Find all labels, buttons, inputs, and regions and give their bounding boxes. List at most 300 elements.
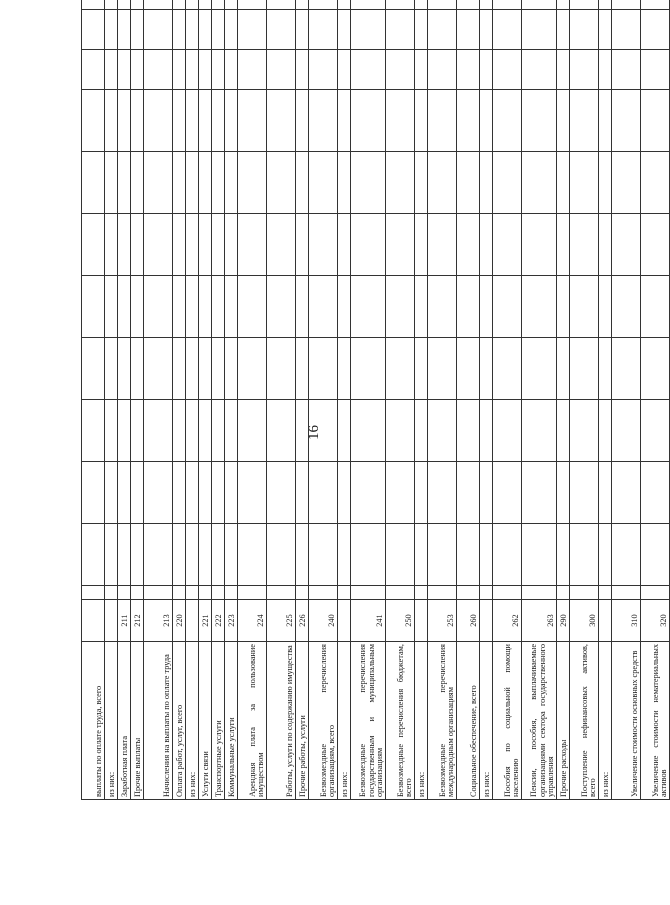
value-cell (82, 462, 105, 524)
table-row (212, 0, 225, 800)
table-row (338, 0, 351, 800)
value-cell (570, 338, 599, 400)
value-cell (238, 586, 267, 600)
value-cell (612, 400, 641, 462)
row-name-cell: Безвозмездные перечисления государственным и муниципальным организациям (351, 642, 386, 800)
row-name-cell: Увеличение стоимости основных средств (612, 642, 641, 800)
table-row (267, 0, 296, 800)
row-name-cell: Прочие расходы (557, 642, 570, 800)
value-cell (641, 276, 670, 338)
value-cell (131, 400, 144, 462)
value-cell (296, 50, 309, 90)
row-code-cell: 263 (522, 600, 557, 642)
value-cell (267, 400, 296, 462)
table-row (457, 0, 480, 800)
value-cell (118, 462, 131, 524)
value-cell (267, 10, 296, 50)
row-name-cell: Безвозмездные перечисления бюджетам, всего (386, 642, 415, 800)
value-cell (212, 214, 225, 276)
value-cell (212, 90, 225, 152)
value-cell (457, 524, 480, 586)
row-name-cell: Работы, услуги по содержанию имущества (267, 642, 296, 800)
value-cell (493, 338, 522, 400)
value-cell (309, 462, 338, 524)
row-name-cell: из них: (105, 642, 118, 800)
table-row (131, 0, 144, 800)
value-cell (641, 50, 670, 90)
row-code-cell: 253 (428, 600, 457, 642)
table-row (296, 0, 309, 800)
value-cell (493, 152, 522, 214)
row-name-cell: из них: (480, 642, 493, 800)
value-cell (338, 462, 351, 524)
value-cell (428, 90, 457, 152)
value-cell (480, 0, 493, 10)
value-cell (144, 524, 173, 586)
row-code-cell: 320 (641, 600, 670, 642)
value-cell (212, 524, 225, 586)
value-cell (225, 338, 238, 400)
value-cell (118, 524, 131, 586)
value-cell (480, 90, 493, 152)
value-cell (612, 152, 641, 214)
value-cell (415, 152, 428, 214)
value-cell (599, 50, 612, 90)
value-cell (570, 400, 599, 462)
value-cell (522, 152, 557, 214)
value-cell (105, 400, 118, 462)
value-cell (599, 90, 612, 152)
value-cell (522, 50, 557, 90)
value-cell (599, 10, 612, 50)
value-cell (267, 50, 296, 90)
value-cell (225, 50, 238, 90)
row-code-cell: 223 (225, 600, 238, 642)
value-cell (480, 10, 493, 50)
value-cell (641, 214, 670, 276)
value-cell (599, 586, 612, 600)
table-row (82, 0, 105, 800)
value-cell (131, 276, 144, 338)
value-cell (186, 90, 199, 152)
value-cell (480, 524, 493, 586)
value-cell (599, 214, 612, 276)
value-cell (267, 90, 296, 152)
value-cell (105, 524, 118, 586)
value-cell (131, 338, 144, 400)
value-cell (199, 50, 212, 90)
value-cell (173, 276, 186, 338)
value-cell (238, 0, 267, 10)
value-cell (131, 524, 144, 586)
value-cell (351, 0, 386, 10)
value-cell (267, 338, 296, 400)
value-cell (309, 152, 338, 214)
value-cell (82, 586, 105, 600)
value-cell (186, 524, 199, 586)
value-cell (557, 524, 570, 586)
value-cell (186, 214, 199, 276)
value-cell (493, 0, 522, 10)
value-cell (186, 338, 199, 400)
row-code-cell (105, 600, 118, 642)
value-cell (493, 586, 522, 600)
value-cell (309, 276, 338, 338)
value-cell (338, 276, 351, 338)
value-cell (105, 586, 118, 600)
value-cell (173, 338, 186, 400)
value-cell (493, 214, 522, 276)
value-cell (238, 462, 267, 524)
table-row (428, 0, 457, 800)
value-cell (267, 152, 296, 214)
value-cell (480, 214, 493, 276)
value-cell (641, 10, 670, 50)
value-cell (131, 586, 144, 600)
table-row (238, 0, 267, 800)
value-cell (522, 90, 557, 152)
value-cell (225, 524, 238, 586)
value-cell (199, 276, 212, 338)
value-cell (144, 462, 173, 524)
row-code-cell: 290 (557, 600, 570, 642)
table-row (480, 0, 493, 800)
value-cell (238, 276, 267, 338)
value-cell (212, 400, 225, 462)
table-row (415, 0, 428, 800)
value-cell (338, 50, 351, 90)
row-code-cell: 224 (238, 600, 267, 642)
value-cell (415, 0, 428, 10)
value-cell (105, 50, 118, 90)
value-cell (493, 276, 522, 338)
value-cell (144, 400, 173, 462)
value-cell (641, 90, 670, 152)
value-cell (522, 214, 557, 276)
row-name-cell: Пособия по социальной помощи населению (493, 642, 522, 800)
value-cell (415, 586, 428, 600)
value-cell (612, 276, 641, 338)
value-cell (238, 10, 267, 50)
value-cell (173, 90, 186, 152)
value-cell (173, 50, 186, 90)
value-cell (173, 10, 186, 50)
value-cell (144, 90, 173, 152)
value-cell (599, 338, 612, 400)
value-cell (557, 0, 570, 10)
row-code-cell: 260 (457, 600, 480, 642)
value-cell (225, 462, 238, 524)
table-row (105, 0, 118, 800)
value-cell (480, 462, 493, 524)
value-cell (118, 586, 131, 600)
value-cell (557, 586, 570, 600)
value-cell (199, 214, 212, 276)
row-name-cell: из них: (186, 642, 199, 800)
value-cell (612, 586, 641, 600)
value-cell (82, 50, 105, 90)
value-cell (296, 462, 309, 524)
value-cell (338, 400, 351, 462)
value-cell (212, 152, 225, 214)
row-code-cell: 262 (493, 600, 522, 642)
value-cell (131, 0, 144, 10)
value-cell (238, 152, 267, 214)
value-cell (105, 90, 118, 152)
value-cell (570, 0, 599, 10)
value-cell (82, 338, 105, 400)
value-cell (641, 338, 670, 400)
value-cell (457, 338, 480, 400)
row-name-cell: выплаты по оплате труда, всего (82, 642, 105, 800)
value-cell (599, 152, 612, 214)
value-cell (144, 338, 173, 400)
value-cell (612, 90, 641, 152)
value-cell (173, 462, 186, 524)
value-cell (173, 0, 186, 10)
value-cell (186, 0, 199, 10)
value-cell (457, 400, 480, 462)
value-cell (612, 462, 641, 524)
value-cell (599, 462, 612, 524)
value-cell (144, 152, 173, 214)
value-cell (338, 152, 351, 214)
row-code-cell: 220 (173, 600, 186, 642)
value-cell (415, 10, 428, 50)
value-cell (238, 338, 267, 400)
value-cell (212, 50, 225, 90)
value-cell (522, 524, 557, 586)
row-name-cell: Безвозмездные перечисления организациям, всего (309, 642, 338, 800)
value-cell (457, 214, 480, 276)
value-cell (570, 276, 599, 338)
row-code-cell: 213 (144, 600, 173, 642)
value-cell (351, 10, 386, 50)
row-code-cell: 240 (309, 600, 338, 642)
row-code-cell: 250 (386, 600, 415, 642)
value-cell (480, 50, 493, 90)
value-cell (338, 214, 351, 276)
value-cell (386, 214, 415, 276)
value-cell (212, 276, 225, 338)
table-body (82, 0, 670, 800)
value-cell (296, 90, 309, 152)
value-cell (612, 0, 641, 10)
table-row (612, 0, 641, 800)
value-cell (522, 338, 557, 400)
value-cell (415, 462, 428, 524)
value-cell (493, 90, 522, 152)
value-cell (351, 462, 386, 524)
value-cell (296, 338, 309, 400)
value-cell (118, 0, 131, 10)
table-row (225, 0, 238, 800)
value-cell (82, 524, 105, 586)
value-cell (296, 524, 309, 586)
page-number: 16 (306, 425, 322, 440)
value-cell (131, 50, 144, 90)
value-cell (386, 338, 415, 400)
value-cell (493, 524, 522, 586)
value-cell (82, 10, 105, 50)
value-cell (557, 50, 570, 90)
value-cell (457, 0, 480, 10)
budget-table (81, 0, 670, 800)
value-cell (131, 90, 144, 152)
value-cell (557, 338, 570, 400)
row-code-cell (82, 600, 105, 642)
value-cell (457, 50, 480, 90)
value-cell (296, 586, 309, 600)
value-cell (212, 10, 225, 50)
value-cell (309, 338, 338, 400)
value-cell (238, 214, 267, 276)
value-cell (415, 400, 428, 462)
value-cell (199, 586, 212, 600)
row-code-cell: 241 (351, 600, 386, 642)
value-cell (386, 524, 415, 586)
value-cell (82, 214, 105, 276)
value-cell (225, 276, 238, 338)
value-cell (105, 462, 118, 524)
value-cell (351, 400, 386, 462)
row-code-cell: 221 (199, 600, 212, 642)
value-cell (599, 0, 612, 10)
value-cell (238, 90, 267, 152)
value-cell (386, 152, 415, 214)
value-cell (415, 338, 428, 400)
row-code-cell (599, 600, 612, 642)
row-code-cell: 300 (570, 600, 599, 642)
value-cell (557, 462, 570, 524)
value-cell (457, 152, 480, 214)
value-cell (570, 50, 599, 90)
value-cell (199, 462, 212, 524)
value-cell (599, 524, 612, 586)
value-cell (309, 214, 338, 276)
row-name-cell: Оплата работ, услуг, всего (173, 642, 186, 800)
value-cell (386, 10, 415, 50)
table-row (386, 0, 415, 800)
value-cell (351, 90, 386, 152)
value-cell (212, 586, 225, 600)
value-cell (296, 400, 309, 462)
value-cell (199, 90, 212, 152)
value-cell (351, 586, 386, 600)
row-code-cell: 212 (131, 600, 144, 642)
value-cell (557, 10, 570, 50)
row-name-cell: Коммунальные услуги (225, 642, 238, 800)
value-cell (309, 0, 338, 10)
value-cell (144, 586, 173, 600)
value-cell (199, 0, 212, 10)
value-cell (225, 90, 238, 152)
value-cell (557, 90, 570, 152)
value-cell (267, 462, 296, 524)
row-name-cell: Начисления на выплаты по оплате труда (144, 642, 173, 800)
value-cell (225, 586, 238, 600)
value-cell (338, 90, 351, 152)
value-cell (212, 0, 225, 10)
table-row (199, 0, 212, 800)
value-cell (309, 50, 338, 90)
value-cell (415, 90, 428, 152)
value-cell (480, 400, 493, 462)
value-cell (186, 462, 199, 524)
value-cell (267, 276, 296, 338)
value-cell (296, 152, 309, 214)
value-cell (522, 462, 557, 524)
value-cell (186, 586, 199, 600)
table-row (118, 0, 131, 800)
value-cell (428, 586, 457, 600)
value-cell (199, 10, 212, 50)
value-cell (428, 214, 457, 276)
value-cell (493, 10, 522, 50)
value-cell (309, 400, 338, 462)
value-cell (82, 0, 105, 10)
value-cell (428, 462, 457, 524)
row-name-cell: из них: (415, 642, 428, 800)
value-cell (173, 400, 186, 462)
value-cell (309, 90, 338, 152)
value-cell (522, 586, 557, 600)
value-cell (457, 90, 480, 152)
value-cell (173, 152, 186, 214)
value-cell (296, 10, 309, 50)
value-cell (267, 586, 296, 600)
value-cell (570, 152, 599, 214)
value-cell (118, 50, 131, 90)
row-name-cell: Социальное обеспечение, всего (457, 642, 480, 800)
value-cell (131, 10, 144, 50)
value-cell (212, 462, 225, 524)
value-cell (428, 10, 457, 50)
value-cell (386, 0, 415, 10)
value-cell (428, 338, 457, 400)
value-cell (428, 400, 457, 462)
value-cell (641, 586, 670, 600)
value-cell (144, 214, 173, 276)
value-cell (641, 462, 670, 524)
value-cell (105, 338, 118, 400)
value-cell (641, 524, 670, 586)
value-cell (82, 276, 105, 338)
value-cell (570, 214, 599, 276)
value-cell (457, 10, 480, 50)
value-cell (493, 50, 522, 90)
value-cell (238, 524, 267, 586)
value-cell (338, 524, 351, 586)
value-cell (612, 214, 641, 276)
row-name-cell: из них: (599, 642, 612, 800)
value-cell (118, 10, 131, 50)
value-cell (173, 214, 186, 276)
value-cell (415, 50, 428, 90)
value-cell (480, 338, 493, 400)
value-cell (173, 586, 186, 600)
table-row (570, 0, 599, 800)
row-name-cell: Транспортные услуги (212, 642, 225, 800)
value-cell (186, 10, 199, 50)
value-cell (118, 400, 131, 462)
row-code-cell (186, 600, 199, 642)
value-cell (522, 276, 557, 338)
value-cell (267, 0, 296, 10)
value-cell (105, 276, 118, 338)
table-row (144, 0, 173, 800)
value-cell (267, 214, 296, 276)
